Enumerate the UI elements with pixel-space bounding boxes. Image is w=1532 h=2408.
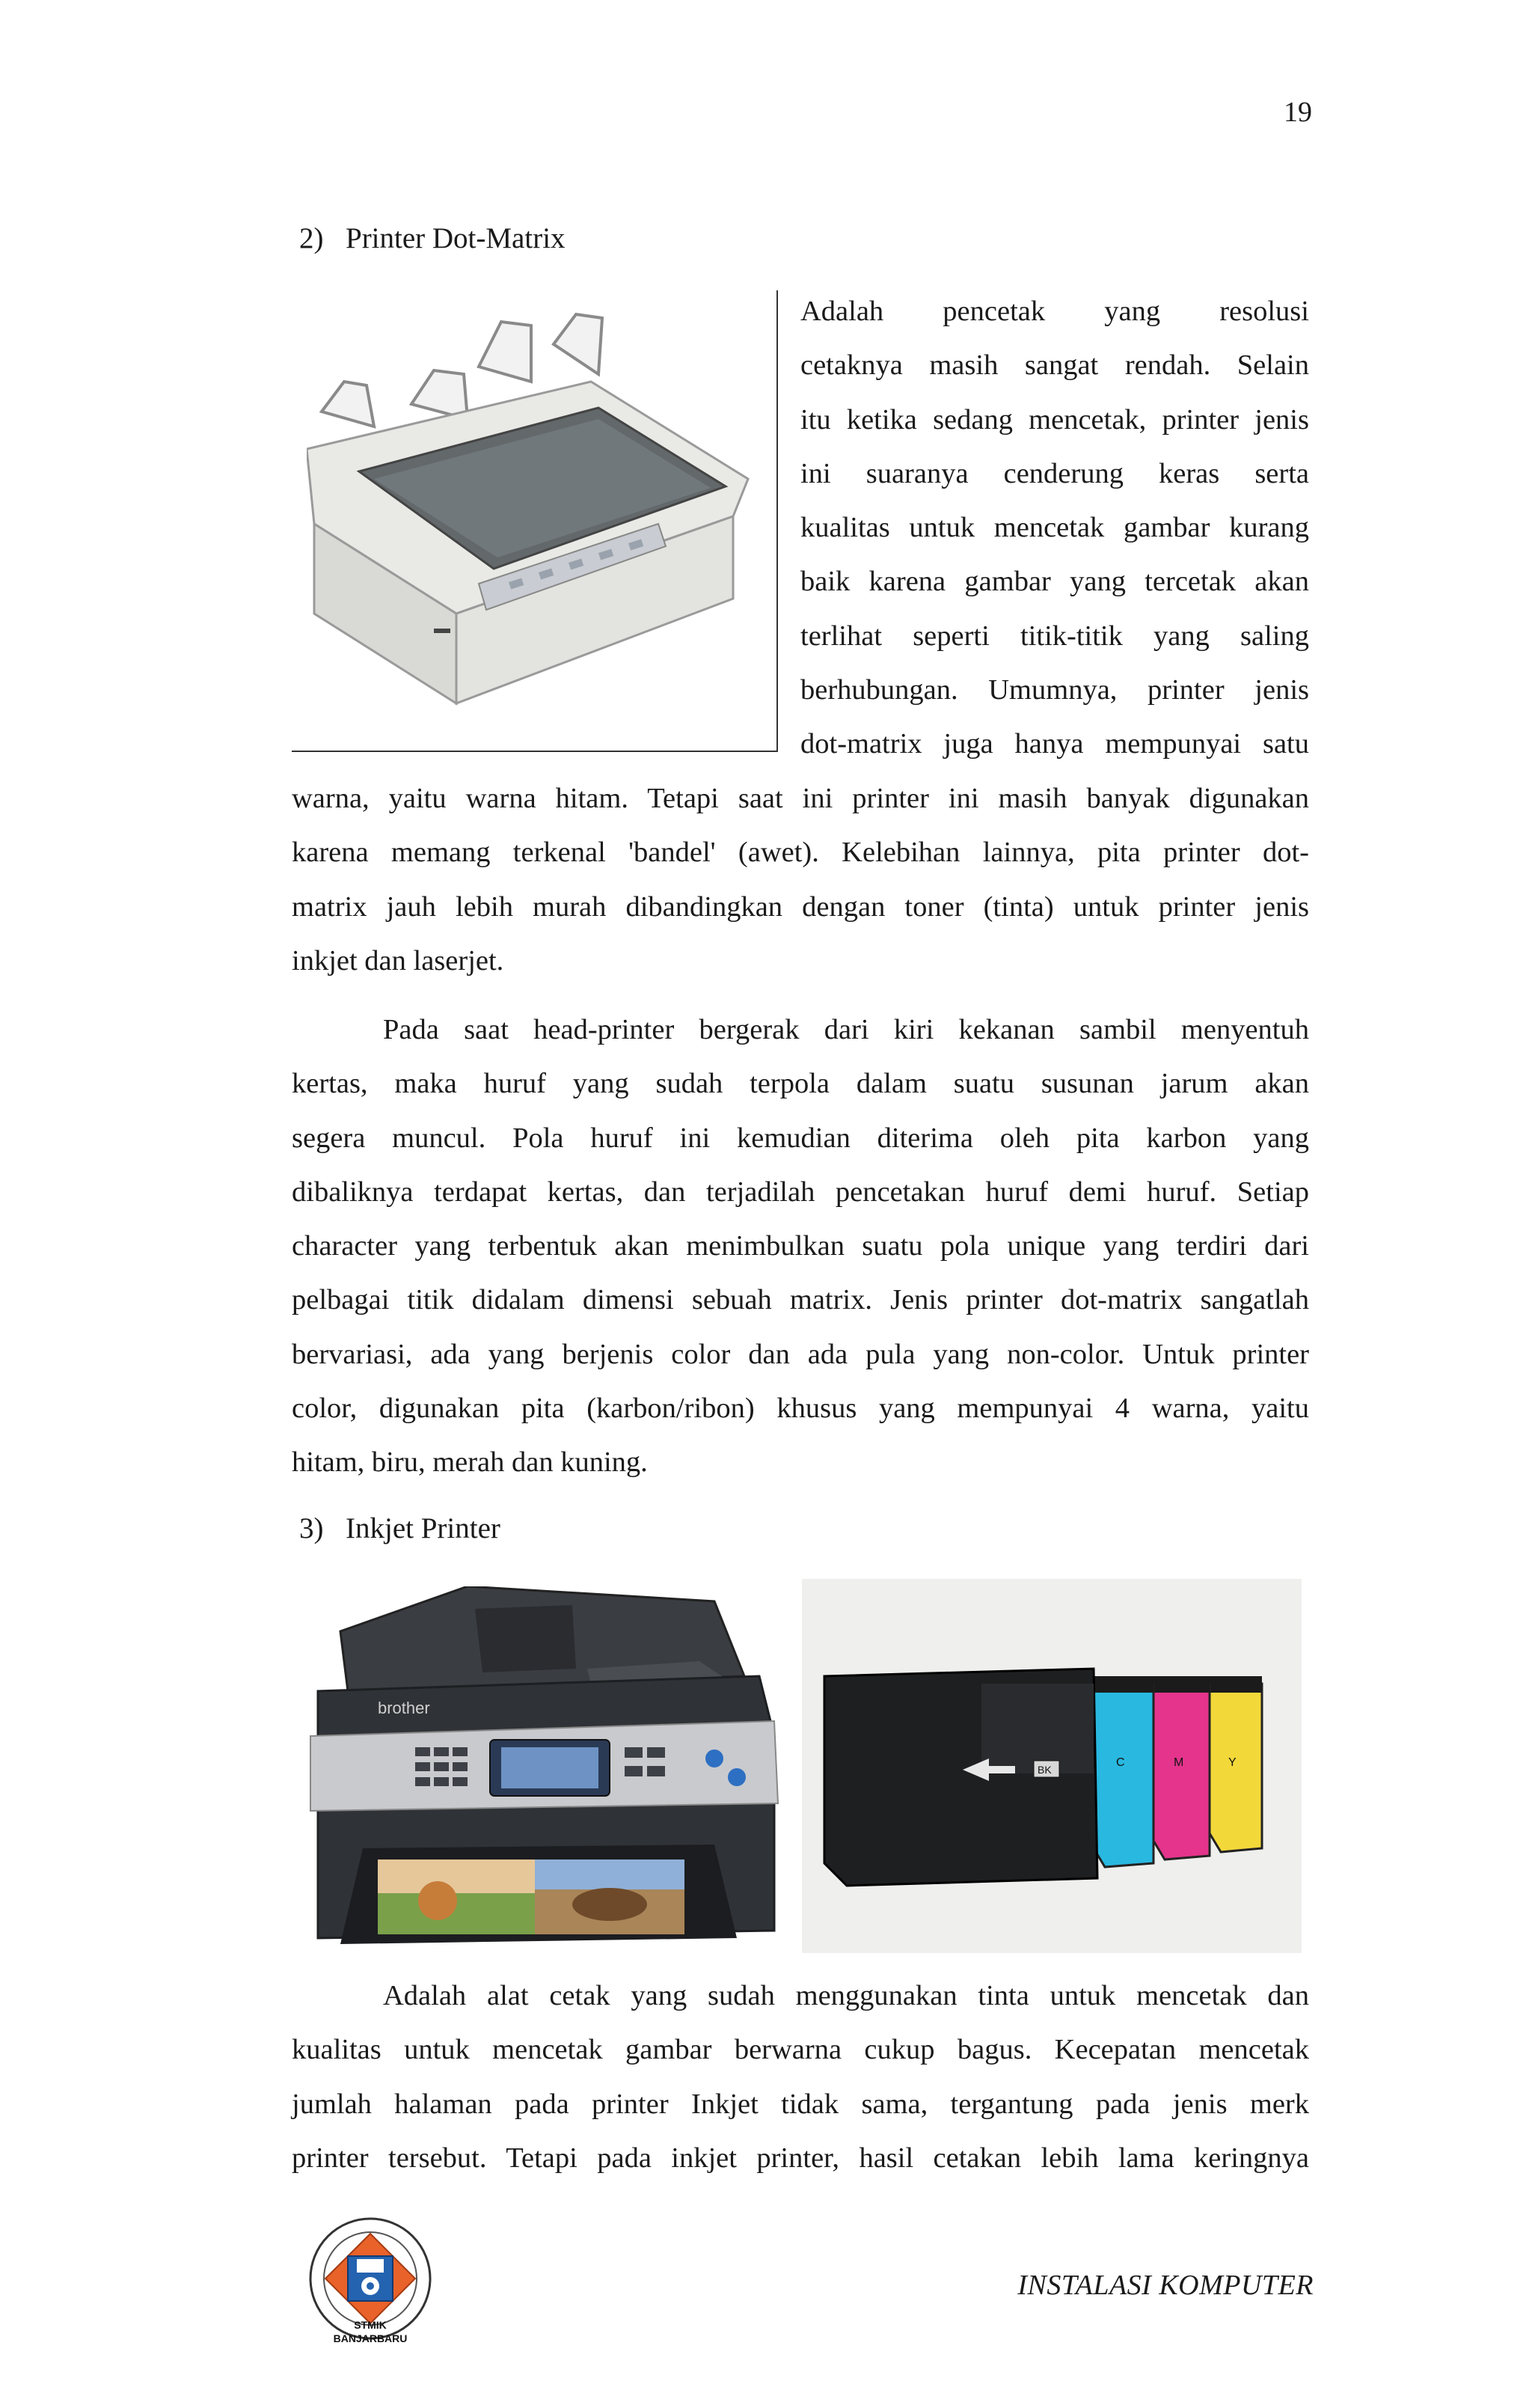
logo-text-bottom: BANJARBARU <box>333 2332 408 2344</box>
text-line: kualitas untuk mencetak gambar kurang <box>800 512 1309 544</box>
dot-matrix-continuation <box>292 771 1309 988</box>
text-line: Adalah pencetak yang resolusi <box>800 296 1309 327</box>
stmik-logo <box>284 2211 456 2353</box>
image-underline <box>292 751 778 752</box>
dot-matrix-wrap-text <box>800 284 1309 771</box>
text-line: ini suaranya cenderung keras serta <box>800 457 1309 489</box>
text-line: printer tersebut. Tetapi pada inkjet printer, hasil cetakan lebih lama keringnya <box>292 2142 1309 2174</box>
text-line: kualitas untuk mencetak gambar berwarna cukup bagus. Kecepatan mencetak <box>292 2034 1309 2066</box>
text-line: dibaliknya terdapat kertas, dan terjadilah pencetakan huruf demi huruf. Setiap <box>292 1176 1309 1208</box>
brand-logo-text: brother <box>378 1699 430 1717</box>
text-line: baik karena gambar yang tercetak akan <box>800 566 1309 598</box>
text-line: cetaknya masih sangat rendah. Selain <box>800 349 1309 382</box>
text-line: matrix jauh lebih murah dibandingkan dengan toner (tinta) untuk printer jenis <box>292 890 1309 923</box>
text-line: itu ketika sedang mencetak, printer jenis <box>800 403 1309 436</box>
text-line: Pada saat head-printer bergerak dari kiri kekanan sambil menyentuh <box>383 1014 1309 1045</box>
text-line: pelbagai titik didalam dimensi sebuah matrix. Jenis printer dot-matrix sangatlah <box>292 1284 1309 1316</box>
ink-cartridges-illustration <box>802 1579 1302 1953</box>
text-line: berhubungan. Umumnya, printer jenis <box>800 674 1309 706</box>
text-line: Adalah alat cetak yang sudah menggunakan tinta untuk mencetak dan <box>383 1980 1309 2011</box>
ink-cartridges-image <box>802 1579 1302 1953</box>
footer-title: INSTALASI KOMPUTER <box>1017 2270 1314 2301</box>
text-line: hitam, biru, merah dan kuning. <box>292 1446 648 1479</box>
dot-matrix-printer-image <box>307 299 763 718</box>
magenta-cartridge-label: M <box>1174 1756 1184 1769</box>
dot-matrix-printer-illustration <box>307 299 763 718</box>
text-line: inkjet dan laserjet. <box>292 944 504 977</box>
text-line: karena memang terkenal 'bandel' (awet). Kelebihan lainnya, pita printer dot- <box>292 837 1309 869</box>
black-cartridge-label: BK <box>1038 1764 1052 1776</box>
section-heading-dot-matrix <box>299 221 566 255</box>
heading-text: Printer Dot-Matrix <box>346 222 566 254</box>
image-right-rule <box>776 290 778 752</box>
text-line: character yang terbentuk akan menimbulkan suatu pola unique yang terdiri dari <box>292 1230 1309 1262</box>
heading-number: 3) <box>299 1512 324 1544</box>
heading-number: 2) <box>299 222 324 254</box>
section-heading-inkjet <box>299 1512 500 1545</box>
text-line: dot-matrix juga hanya mempunyai satu <box>800 728 1309 760</box>
text-line: segera muncul. Pola huruf ini kemudian diterima oleh pita karbon yang <box>292 1122 1309 1154</box>
inkjet-printer-illustration <box>295 1586 793 1953</box>
inkjet-paragraph <box>292 1969 1309 2185</box>
text-line: terlihat seperti titik-titik yang saling <box>800 620 1309 652</box>
dot-matrix-paragraph-2 <box>292 1003 1309 1490</box>
text-line: bervariasi, ada yang berjenis color dan ada pula yang non-color. Untuk printer <box>292 1338 1309 1370</box>
text-line: jumlah halaman pada printer Inkjet tidak sama, tergantung pada jenis merk <box>292 2088 1309 2120</box>
inkjet-printer-image <box>295 1586 793 1953</box>
cyan-cartridge <box>1094 1684 1153 1867</box>
page-number: 19 <box>1284 97 1312 128</box>
text-line: warna, yaitu warna hitam. Tetapi saat ini printer ini masih banyak digunakan <box>292 783 1309 814</box>
logo-text-top: STMIK <box>354 2319 387 2331</box>
magenta-cartridge <box>1153 1684 1210 1860</box>
text-line: kertas, maka huruf yang sudah terpola dalam suatu susunan jarum akan <box>292 1068 1309 1100</box>
cyan-cartridge-label: C <box>1116 1756 1125 1769</box>
heading-text: Inkjet Printer <box>346 1512 500 1544</box>
yellow-cartridge-label: Y <box>1228 1756 1237 1769</box>
stmik-logo-emblem <box>284 2211 456 2353</box>
text-line: color, digunakan pita (karbon/ribon) khusus yang mempunyai 4 warna, yaitu <box>292 1393 1309 1425</box>
